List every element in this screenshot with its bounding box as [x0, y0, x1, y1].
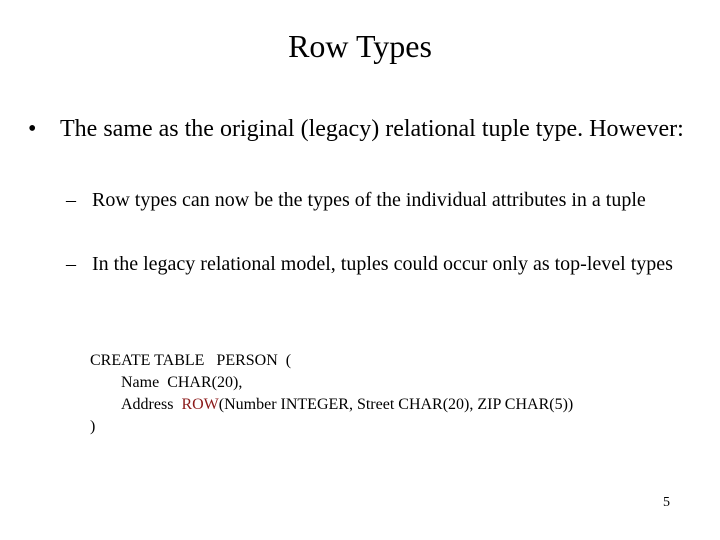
sql-code-block	[90, 350, 690, 438]
bullet-marker: •	[28, 116, 37, 142]
sub-bullet	[66, 188, 696, 212]
slide-title: Row Types	[288, 28, 432, 64]
bullet-text: The same as the original (legacy) relational tuple type. However:	[60, 116, 684, 142]
page-number: 5	[663, 495, 670, 510]
code-row-fields: (Number INTEGER, Street CHAR(20), ZIP CHAR(5))	[218, 396, 574, 413]
dash-marker: –	[66, 253, 76, 275]
sub-bullet	[66, 252, 696, 276]
row-keyword: ROW	[181, 396, 219, 413]
code-line-close-paren: )	[90, 418, 96, 435]
main-bullet	[28, 114, 708, 144]
code-line-create-table: CREATE TABLE PERSON (	[90, 352, 292, 369]
code-line-name: Name CHAR(20),	[121, 374, 243, 391]
sub-bullet-text: In the legacy relational model, tuples could occur only as top-level types	[92, 253, 673, 275]
code-address-label: Address	[121, 396, 182, 413]
sub-bullet-text: Row types can now be the types of the individual attributes in a tuple	[92, 189, 646, 211]
dash-marker: –	[66, 189, 76, 211]
code-line-address	[90, 394, 690, 416]
